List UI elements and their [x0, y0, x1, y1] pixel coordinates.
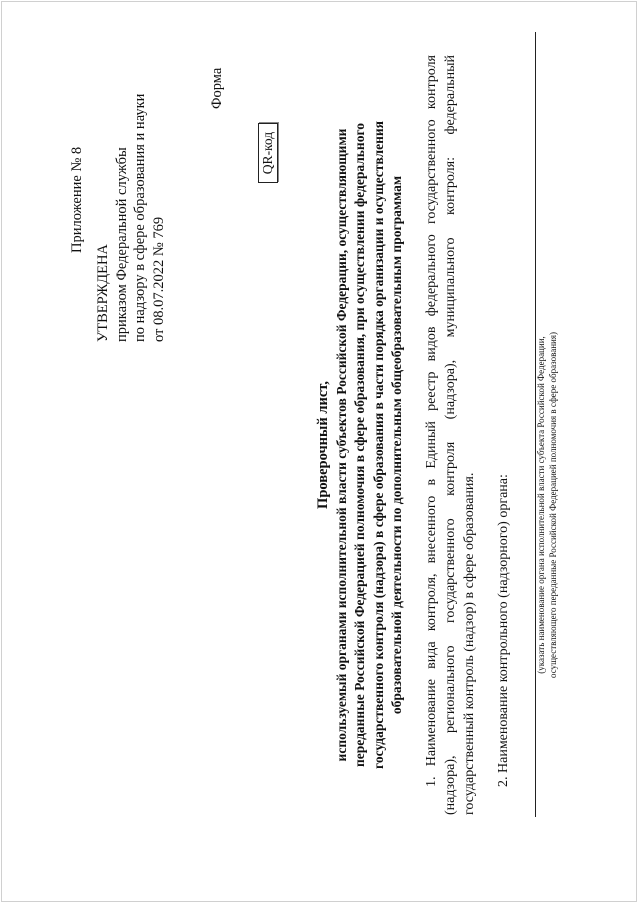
qr-code-box: QR-код	[258, 123, 278, 183]
checklist-item-1	[422, 55, 479, 815]
appendix-number: Приложение № 8	[69, 146, 85, 253]
approval-date: от 08.07.2022 № 769	[150, 216, 167, 342]
title-line: государственного контроля (надзора) в сфере образования в части порядка организации и осуществления	[370, 121, 386, 769]
title-line: образовательной деятельности по дополнительным общеобразовательным программам	[389, 175, 405, 715]
approval-line: по надзору в сфере образования и науки	[132, 93, 148, 342]
caption-line: (указать наименование органа исполнительной власти субъекта Российской Федерации,	[536, 336, 546, 674]
checklist-item-2: 2. Наименование контрольного (надзорного) органа:	[496, 474, 511, 787]
title-line: используемый органами исполнительной власти субъектов Российской Федерации, осуществляющими	[333, 128, 349, 762]
fill-in-caption	[536, 280, 559, 730]
item-line: 1. Наименование вида контроля, внесенного в Единый реестр видов федерального государственного контроля	[424, 55, 439, 787]
caption-line: осуществляющего переданные Российской Федерацией полномочия в сфере образования)	[547, 331, 558, 679]
item-line: (надзора), регионального государственного контроля (надзора), муниципального контроля: федеральный	[443, 55, 458, 815]
approval-line: приказом Федеральной службы	[113, 147, 130, 342]
approval-title: УТВЕРЖДЕНА	[95, 244, 111, 342]
item-line: государственный контроль (надзор) в сфере образования.	[462, 472, 477, 815]
document-title	[314, 45, 407, 845]
approval-block	[94, 94, 168, 342]
title-heading: Проверочный лист,	[315, 381, 331, 509]
form-label: Форма	[209, 67, 225, 109]
title-line: переданные Российской Федерацией полномочия в сфере образования, при осуществлении федерального	[352, 122, 368, 768]
